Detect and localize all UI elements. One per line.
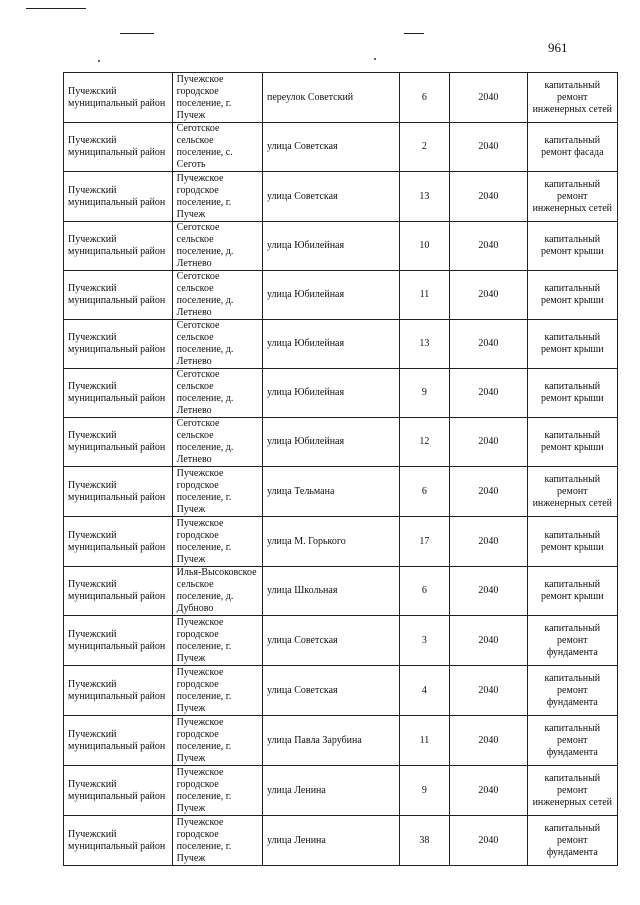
district-cell: Пучежский муниципальный район bbox=[64, 567, 173, 616]
street-cell: улица Юбилейная bbox=[263, 222, 400, 271]
house-number-cell: 13 bbox=[399, 172, 450, 222]
house-number-cell: 11 bbox=[399, 716, 450, 766]
table-row bbox=[64, 816, 618, 866]
year-cell: 2040 bbox=[450, 123, 527, 172]
year-cell: 2040 bbox=[450, 567, 527, 616]
house-number-cell: 13 bbox=[399, 320, 450, 369]
settlement-cell: Пучежское городское поселение, г. Пучеж bbox=[172, 766, 262, 816]
house-number-cell: 3 bbox=[399, 616, 450, 666]
work-type-cell: капитальный ремонт фундамента bbox=[527, 616, 617, 666]
scan-dot bbox=[98, 60, 100, 62]
street-cell: улица Павла Зарубина bbox=[263, 716, 400, 766]
work-type-cell: капитальный ремонт инженерных сетей bbox=[527, 766, 617, 816]
district-cell: Пучежский муниципальный район bbox=[64, 123, 173, 172]
housing-repair-table bbox=[63, 72, 618, 866]
table-row bbox=[64, 222, 618, 271]
work-type-cell: капитальный ремонт инженерных сетей bbox=[527, 467, 617, 517]
scan-mark-top-center bbox=[120, 33, 154, 34]
street-cell: улица Юбилейная bbox=[263, 418, 400, 467]
work-type-cell: капитальный ремонт фундамента bbox=[527, 666, 617, 716]
table-row bbox=[64, 271, 618, 320]
house-number-cell: 10 bbox=[399, 222, 450, 271]
house-number-cell: 11 bbox=[399, 271, 450, 320]
settlement-cell: Илья-Высоковское сельское поселение, д. Дубново bbox=[172, 567, 262, 616]
year-cell: 2040 bbox=[450, 816, 527, 866]
settlement-cell: Сеготское сельское поселение, д. Летнево bbox=[172, 418, 262, 467]
year-cell: 2040 bbox=[450, 222, 527, 271]
work-type-cell: капитальный ремонт инженерных сетей bbox=[527, 172, 617, 222]
table-row bbox=[64, 766, 618, 816]
work-type-cell: капитальный ремонт крыши bbox=[527, 222, 617, 271]
district-cell: Пучежский муниципальный район bbox=[64, 816, 173, 866]
scan-mark-top-left bbox=[26, 8, 86, 9]
street-cell: улица Школьная bbox=[263, 567, 400, 616]
year-cell: 2040 bbox=[450, 467, 527, 517]
work-type-cell: капитальный ремонт крыши bbox=[527, 418, 617, 467]
district-cell: Пучежский муниципальный район bbox=[64, 616, 173, 666]
work-type-cell: капитальный ремонт крыши bbox=[527, 320, 617, 369]
street-cell: улица Советская bbox=[263, 123, 400, 172]
table-row bbox=[64, 567, 618, 616]
street-cell: улица Ленина bbox=[263, 766, 400, 816]
settlement-cell: Пучежское городское поселение, г. Пучеж bbox=[172, 616, 262, 666]
page-number: 961 bbox=[548, 40, 568, 55]
table-body bbox=[64, 73, 618, 866]
district-cell: Пучежский муниципальный район bbox=[64, 222, 173, 271]
district-cell: Пучежский муниципальный район bbox=[64, 271, 173, 320]
year-cell: 2040 bbox=[450, 716, 527, 766]
house-number-cell: 6 bbox=[399, 73, 450, 123]
settlement-cell: Пучежское городское поселение, г. Пучеж bbox=[172, 467, 262, 517]
table-row bbox=[64, 517, 618, 567]
street-cell: улица Юбилейная bbox=[263, 369, 400, 418]
year-cell: 2040 bbox=[450, 616, 527, 666]
year-cell: 2040 bbox=[450, 517, 527, 567]
work-type-cell: капитальный ремонт крыши bbox=[527, 369, 617, 418]
work-type-cell: капитальный ремонт фундамента bbox=[527, 716, 617, 766]
district-cell: Пучежский муниципальный район bbox=[64, 716, 173, 766]
settlement-cell: Пучежское городское поселение, г. Пучеж bbox=[172, 73, 262, 123]
house-number-cell: 12 bbox=[399, 418, 450, 467]
table-row bbox=[64, 369, 618, 418]
year-cell: 2040 bbox=[450, 666, 527, 716]
work-type-cell: капитальный ремонт фундамента bbox=[527, 816, 617, 866]
house-number-cell: 2 bbox=[399, 123, 450, 172]
house-number-cell: 6 bbox=[399, 467, 450, 517]
settlement-cell: Сеготское сельское поселение, д. Летнево bbox=[172, 369, 262, 418]
scan-mark-top-right bbox=[404, 33, 424, 34]
settlement-cell: Сеготское сельское поселение, д. Летнево bbox=[172, 320, 262, 369]
district-cell: Пучежский муниципальный район bbox=[64, 320, 173, 369]
year-cell: 2040 bbox=[450, 271, 527, 320]
district-cell: Пучежский муниципальный район bbox=[64, 369, 173, 418]
scan-dot bbox=[374, 58, 376, 60]
district-cell: Пучежский муниципальный район bbox=[64, 467, 173, 517]
settlement-cell: Пучежское городское поселение, г. Пучеж bbox=[172, 666, 262, 716]
street-cell: улица Юбилейная bbox=[263, 320, 400, 369]
work-type-cell: капитальный ремонт фасада bbox=[527, 123, 617, 172]
street-cell: улица Советская bbox=[263, 172, 400, 222]
work-type-cell: капитальный ремонт крыши bbox=[527, 517, 617, 567]
street-cell: улица Ленина bbox=[263, 816, 400, 866]
settlement-cell: Пучежское городское поселение, г. Пучеж bbox=[172, 517, 262, 567]
table-row bbox=[64, 73, 618, 123]
house-number-cell: 9 bbox=[399, 369, 450, 418]
table-row bbox=[64, 467, 618, 517]
house-number-cell: 4 bbox=[399, 666, 450, 716]
street-cell: улица Тельмана bbox=[263, 467, 400, 517]
house-number-cell: 17 bbox=[399, 517, 450, 567]
year-cell: 2040 bbox=[450, 320, 527, 369]
table-row bbox=[64, 418, 618, 467]
street-cell: улица Советская bbox=[263, 616, 400, 666]
settlement-cell: Пучежское городское поселение, г. Пучеж bbox=[172, 816, 262, 866]
district-cell: Пучежский муниципальный район bbox=[64, 172, 173, 222]
table-row bbox=[64, 123, 618, 172]
street-cell: переулок Советский bbox=[263, 73, 400, 123]
district-cell: Пучежский муниципальный район bbox=[64, 666, 173, 716]
table-row bbox=[64, 666, 618, 716]
table-row bbox=[64, 172, 618, 222]
street-cell: улица М. Горького bbox=[263, 517, 400, 567]
settlement-cell: Пучежское городское поселение, г. Пучеж bbox=[172, 172, 262, 222]
settlement-cell: Сеготское сельское поселение, д. Летнево bbox=[172, 271, 262, 320]
house-number-cell: 9 bbox=[399, 766, 450, 816]
year-cell: 2040 bbox=[450, 418, 527, 467]
year-cell: 2040 bbox=[450, 766, 527, 816]
year-cell: 2040 bbox=[450, 172, 527, 222]
street-cell: улица Юбилейная bbox=[263, 271, 400, 320]
house-number-cell: 38 bbox=[399, 816, 450, 866]
year-cell: 2040 bbox=[450, 73, 527, 123]
house-number-cell: 6 bbox=[399, 567, 450, 616]
settlement-cell: Сеготское сельское поселение, д. Летнево bbox=[172, 222, 262, 271]
district-cell: Пучежский муниципальный район bbox=[64, 73, 173, 123]
work-type-cell: капитальный ремонт крыши bbox=[527, 567, 617, 616]
table-row bbox=[64, 716, 618, 766]
settlement-cell: Сеготское сельское поселение, с. Сеготь bbox=[172, 123, 262, 172]
district-cell: Пучежский муниципальный район bbox=[64, 418, 173, 467]
street-cell: улица Советская bbox=[263, 666, 400, 716]
table-row bbox=[64, 616, 618, 666]
district-cell: Пучежский муниципальный район bbox=[64, 766, 173, 816]
work-type-cell: капитальный ремонт крыши bbox=[527, 271, 617, 320]
work-type-cell: капитальный ремонт инженерных сетей bbox=[527, 73, 617, 123]
table-row bbox=[64, 320, 618, 369]
district-cell: Пучежский муниципальный район bbox=[64, 517, 173, 567]
settlement-cell: Пучежское городское поселение, г. Пучеж bbox=[172, 716, 262, 766]
year-cell: 2040 bbox=[450, 369, 527, 418]
